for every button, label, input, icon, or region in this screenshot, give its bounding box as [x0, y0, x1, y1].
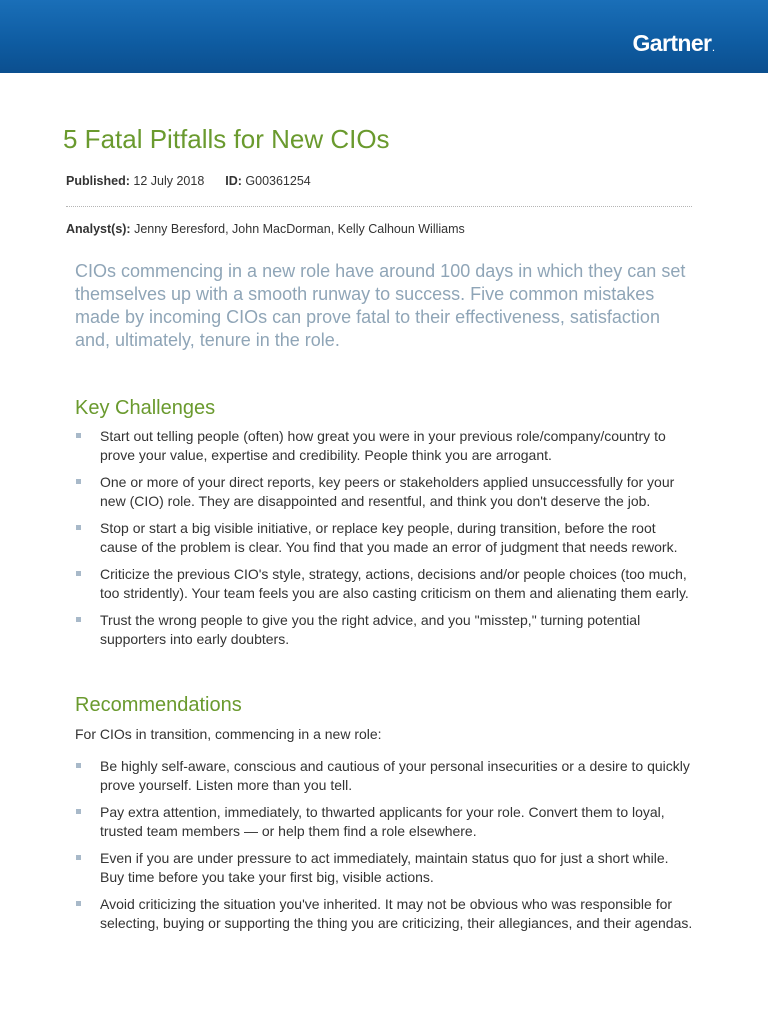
list-item [75, 427, 695, 464]
list-item [75, 519, 695, 556]
list-item-text: Start out telling people (often) how great you were in your previous role/company/country to prove your value, expertise and credibility. People think you are arrogant. [100, 428, 666, 463]
publication-meta [66, 174, 311, 188]
recommendations-intro: For CIOs in transition, commencing in a new role: [75, 726, 382, 742]
document-id: G00361254 [245, 174, 311, 188]
bullet-square-icon [76, 433, 81, 438]
list-item [75, 565, 695, 602]
document-title: 5 Fatal Pitfalls for New CIOs [63, 124, 390, 154]
bullet-square-icon [76, 571, 81, 576]
published-label: Published: [66, 174, 130, 188]
analysts-names: Jenny Beresford, John MacDorman, Kelly Calhoun Williams [134, 222, 465, 236]
list-item-text: Criticize the previous CIO's style, strategy, actions, decisions and/or people choices (too much, too stridently). Your team feels you are also casting criticism on them and alienating them early. [100, 566, 689, 601]
published-date: 12 July 2018 [133, 174, 205, 188]
bullet-square-icon [76, 479, 81, 484]
dotted-divider [66, 206, 692, 207]
list-item [75, 849, 695, 886]
list-item [75, 895, 695, 932]
header-banner [0, 0, 768, 73]
recommendations-list [75, 757, 695, 941]
key-challenges-heading: Key Challenges [75, 397, 216, 419]
recommendations-heading: Recommendations [75, 694, 242, 716]
bullet-square-icon [76, 525, 81, 530]
bullet-square-icon [76, 855, 81, 860]
list-item [75, 803, 695, 840]
list-item-text: Trust the wrong people to give you the right advice, and you "misstep," turning potential supporters into early doubters. [100, 612, 641, 647]
list-item [75, 611, 695, 648]
logo-text: Gartner [632, 30, 712, 56]
list-item-text: Stop or start a big visible initiative, or replace key people, during transition, before the root cause of the problem is clear. You find that you made an error of judgment that needs rework. [100, 520, 678, 555]
id-label: ID: [225, 174, 242, 188]
list-item-text: One or more of your direct reports, key peers or stakeholders applied unsuccessfully for your new (CIO) role. They are disappointed and resentful, and think you don't deserve the job. [100, 474, 675, 509]
bullet-square-icon [76, 901, 81, 906]
list-item [75, 473, 695, 510]
analysts-line [66, 222, 465, 236]
logo-mark: . [712, 44, 714, 53]
list-item [75, 757, 695, 794]
list-item-text: Even if you are under pressure to act immediately, maintain status quo for just a short while. Buy time before you take your first big, visible actions. [100, 850, 669, 885]
list-item-text: Avoid criticizing the situation you've inherited. It may not be obvious who was responsible for selecting, buying or supporting the thing you are criticizing, their allegiances, and their agendas. [100, 896, 693, 931]
bullet-square-icon [76, 617, 81, 622]
bullet-square-icon [76, 763, 81, 768]
key-challenges-list [75, 427, 695, 657]
summary-paragraph: CIOs commencing in a new role have around 100 days in which they can set themselves up with a smooth runway to success. Five common mistakes made by incoming CIOs can prove fatal to their effectiveness, satisfaction and, ultimately, tenure in the role. [75, 261, 686, 350]
list-item-text: Be highly self-aware, conscious and cautious of your personal insecurities or a desire to quickly prove yourself. Listen more than you tell. [100, 758, 690, 793]
gartner-logo [632, 30, 714, 57]
analysts-label: Analyst(s): [66, 222, 131, 236]
list-item-text: Pay extra attention, immediately, to thwarted applicants for your role. Convert them to loyal, trusted team members — or help them find a role elsewhere. [100, 804, 665, 839]
bullet-square-icon [76, 809, 81, 814]
